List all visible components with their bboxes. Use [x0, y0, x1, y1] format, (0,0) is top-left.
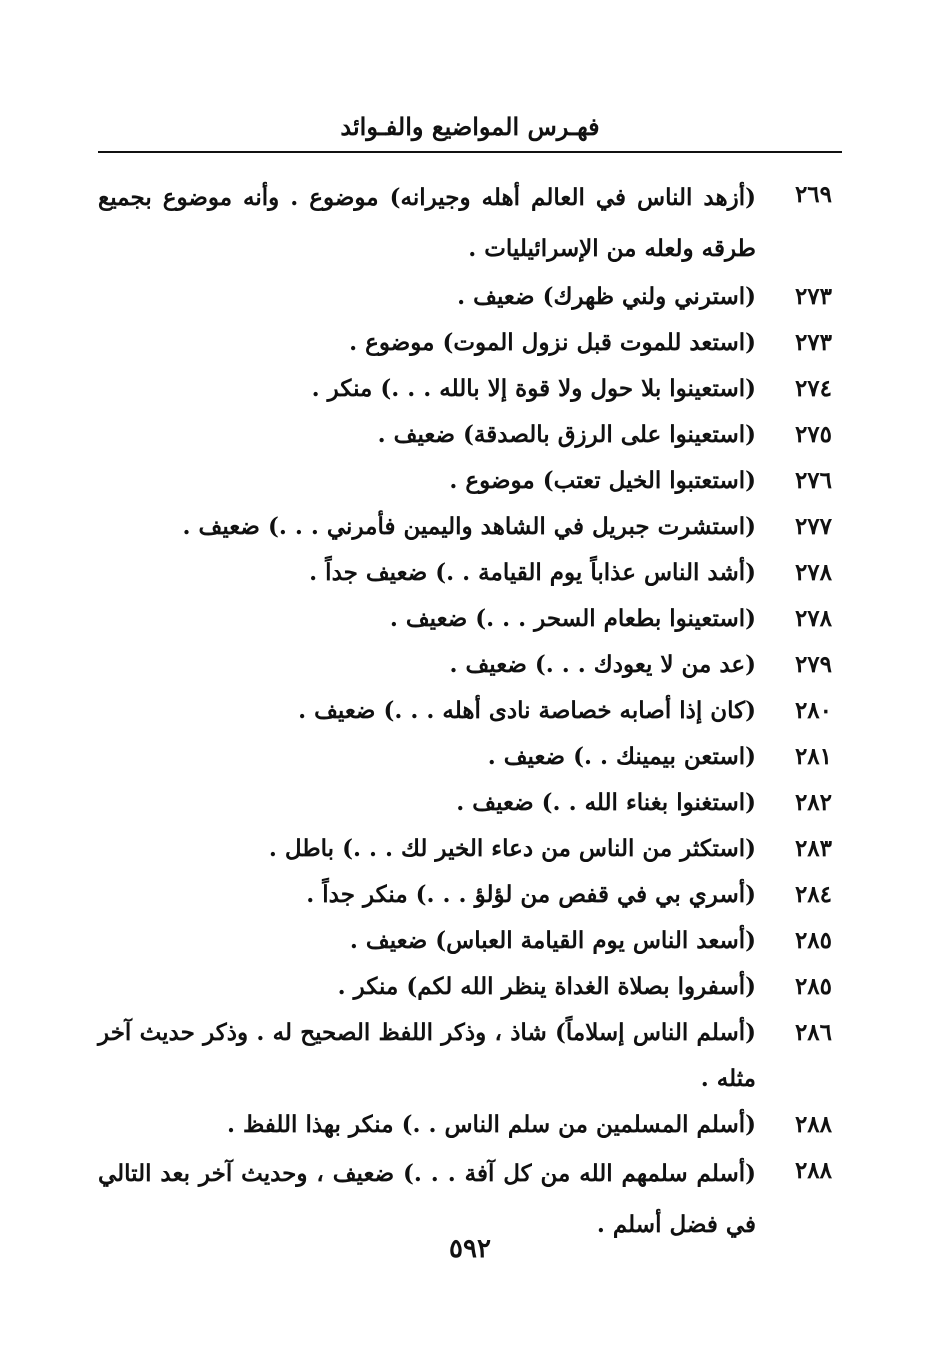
entry-text: (استعن بيمينك . .) ضعيف .	[487, 743, 756, 770]
index-entry	[98, 172, 842, 274]
entry-number: ٢٨٢	[794, 789, 832, 816]
entry-number: ٢٨٠	[794, 697, 832, 724]
entry-text: (استعينوا بطعام السحر . . .) ضعيف .	[389, 605, 756, 632]
header-rule	[98, 151, 842, 153]
entry-text: (أسفروا بصلاة الغداة ينظر الله لكم) منكر .	[337, 973, 756, 1000]
entry-number: ٢٧٦	[794, 467, 832, 494]
index-entry	[98, 1010, 842, 1102]
entry-number: ٢٨٨	[794, 1111, 832, 1138]
entry-text: (أسري بي في قفص من لؤلؤ . . .) منكر جداً .	[306, 881, 756, 908]
entry-text: (استشرت جبريل في الشاهد واليمين فأمرني . . .) ضعيف .	[182, 513, 756, 540]
index-entry	[98, 274, 842, 320]
entry-text: (أسلم الناس إسلاماً) شاذ ، وذكر اللفظ الصحيح له . وذكر حديث آخر مثله .	[98, 1019, 756, 1092]
entry-number: ٢٧٥	[794, 421, 832, 448]
index-entry	[98, 596, 842, 642]
entry-text: (أسلم سلمهم الله من كل آفة . . .) ضعيف ، وحديث آخر بعد التالي في فضل أسلم .	[98, 1160, 756, 1238]
index-entries	[98, 172, 842, 1250]
entry-text: (كان إذا أصابه خصاصة نادى أهله . . .) ضعيف .	[298, 697, 756, 724]
entry-text: (أسلم المسلمين من سلم الناس . .) منكر بهذا اللفظ .	[226, 1111, 756, 1138]
entry-text: (أسعد الناس يوم القيامة العباس) ضعيف .	[349, 927, 756, 954]
entry-text: (استعد للموت قبل نزول الموت) موضوع .	[349, 329, 756, 356]
index-entry	[98, 826, 842, 872]
entry-text: (استعينوا على الرزق بالصدقة) ضعيف .	[377, 421, 756, 448]
entry-number: ٢٨٦	[794, 1019, 832, 1046]
entry-number: ٢٧٨	[794, 559, 832, 586]
index-entry	[98, 366, 842, 412]
entry-text: (عد من لا يعودك . . .) ضعيف .	[449, 651, 756, 678]
entry-number: ٢٨٨	[794, 1157, 832, 1184]
index-entry	[98, 504, 842, 550]
entry-number: ٢٧٧	[794, 513, 832, 540]
entry-text: (استعتبوا الخيل تعتب) موضوع .	[449, 467, 756, 494]
index-entry	[98, 734, 842, 780]
index-entry	[98, 412, 842, 458]
entry-text: (استرني ولني ظهرك) ضعيف .	[457, 283, 756, 310]
running-header: فهـرس المواضيع والفـوائد	[340, 112, 600, 141]
index-entry	[98, 780, 842, 826]
entry-text: (استكثر من الناس من دعاء الخير لك . . .) باطل .	[268, 835, 756, 862]
entry-number: ٢٨٤	[794, 881, 832, 908]
index-entry	[98, 642, 842, 688]
entry-number: ٢٧٤	[794, 375, 832, 402]
index-entry	[98, 550, 842, 596]
entry-number: ٢٧٩	[794, 651, 832, 678]
index-entry	[98, 964, 842, 1010]
index-entry	[98, 872, 842, 918]
page-number: ٥٩٢	[449, 1234, 491, 1264]
entry-text: (استعينوا بلا حول ولا قوة إلا بالله . . .) منكر .	[311, 375, 756, 402]
entry-number: ٢٨١	[794, 743, 832, 770]
entry-number: ٢٦٩	[794, 181, 832, 208]
entry-text: (أزهد الناس في العالم أهله وجيرانه) موضوع . وأنه موضوع بجميع طرقه ولعله من الإسرائيليات .	[98, 184, 756, 262]
entry-text: (استغنوا بغناء الله . .) ضعيف .	[456, 789, 756, 816]
entry-number: ٢٨٥	[794, 973, 832, 1000]
entry-number: ٢٧٨	[794, 605, 832, 632]
entry-number: ٢٧٣	[794, 283, 832, 310]
entry-number: ٢٧٣	[794, 329, 832, 356]
index-entry	[98, 320, 842, 366]
index-entry	[98, 688, 842, 734]
entry-number: ٢٨٣	[794, 835, 832, 862]
index-entry	[98, 1102, 842, 1148]
index-entry	[98, 458, 842, 504]
entry-number: ٢٨٥	[794, 927, 832, 954]
index-entry	[98, 918, 842, 964]
entry-text: (أشد الناس عذاباً يوم القيامة . .) ضعيف جداً .	[309, 559, 756, 586]
